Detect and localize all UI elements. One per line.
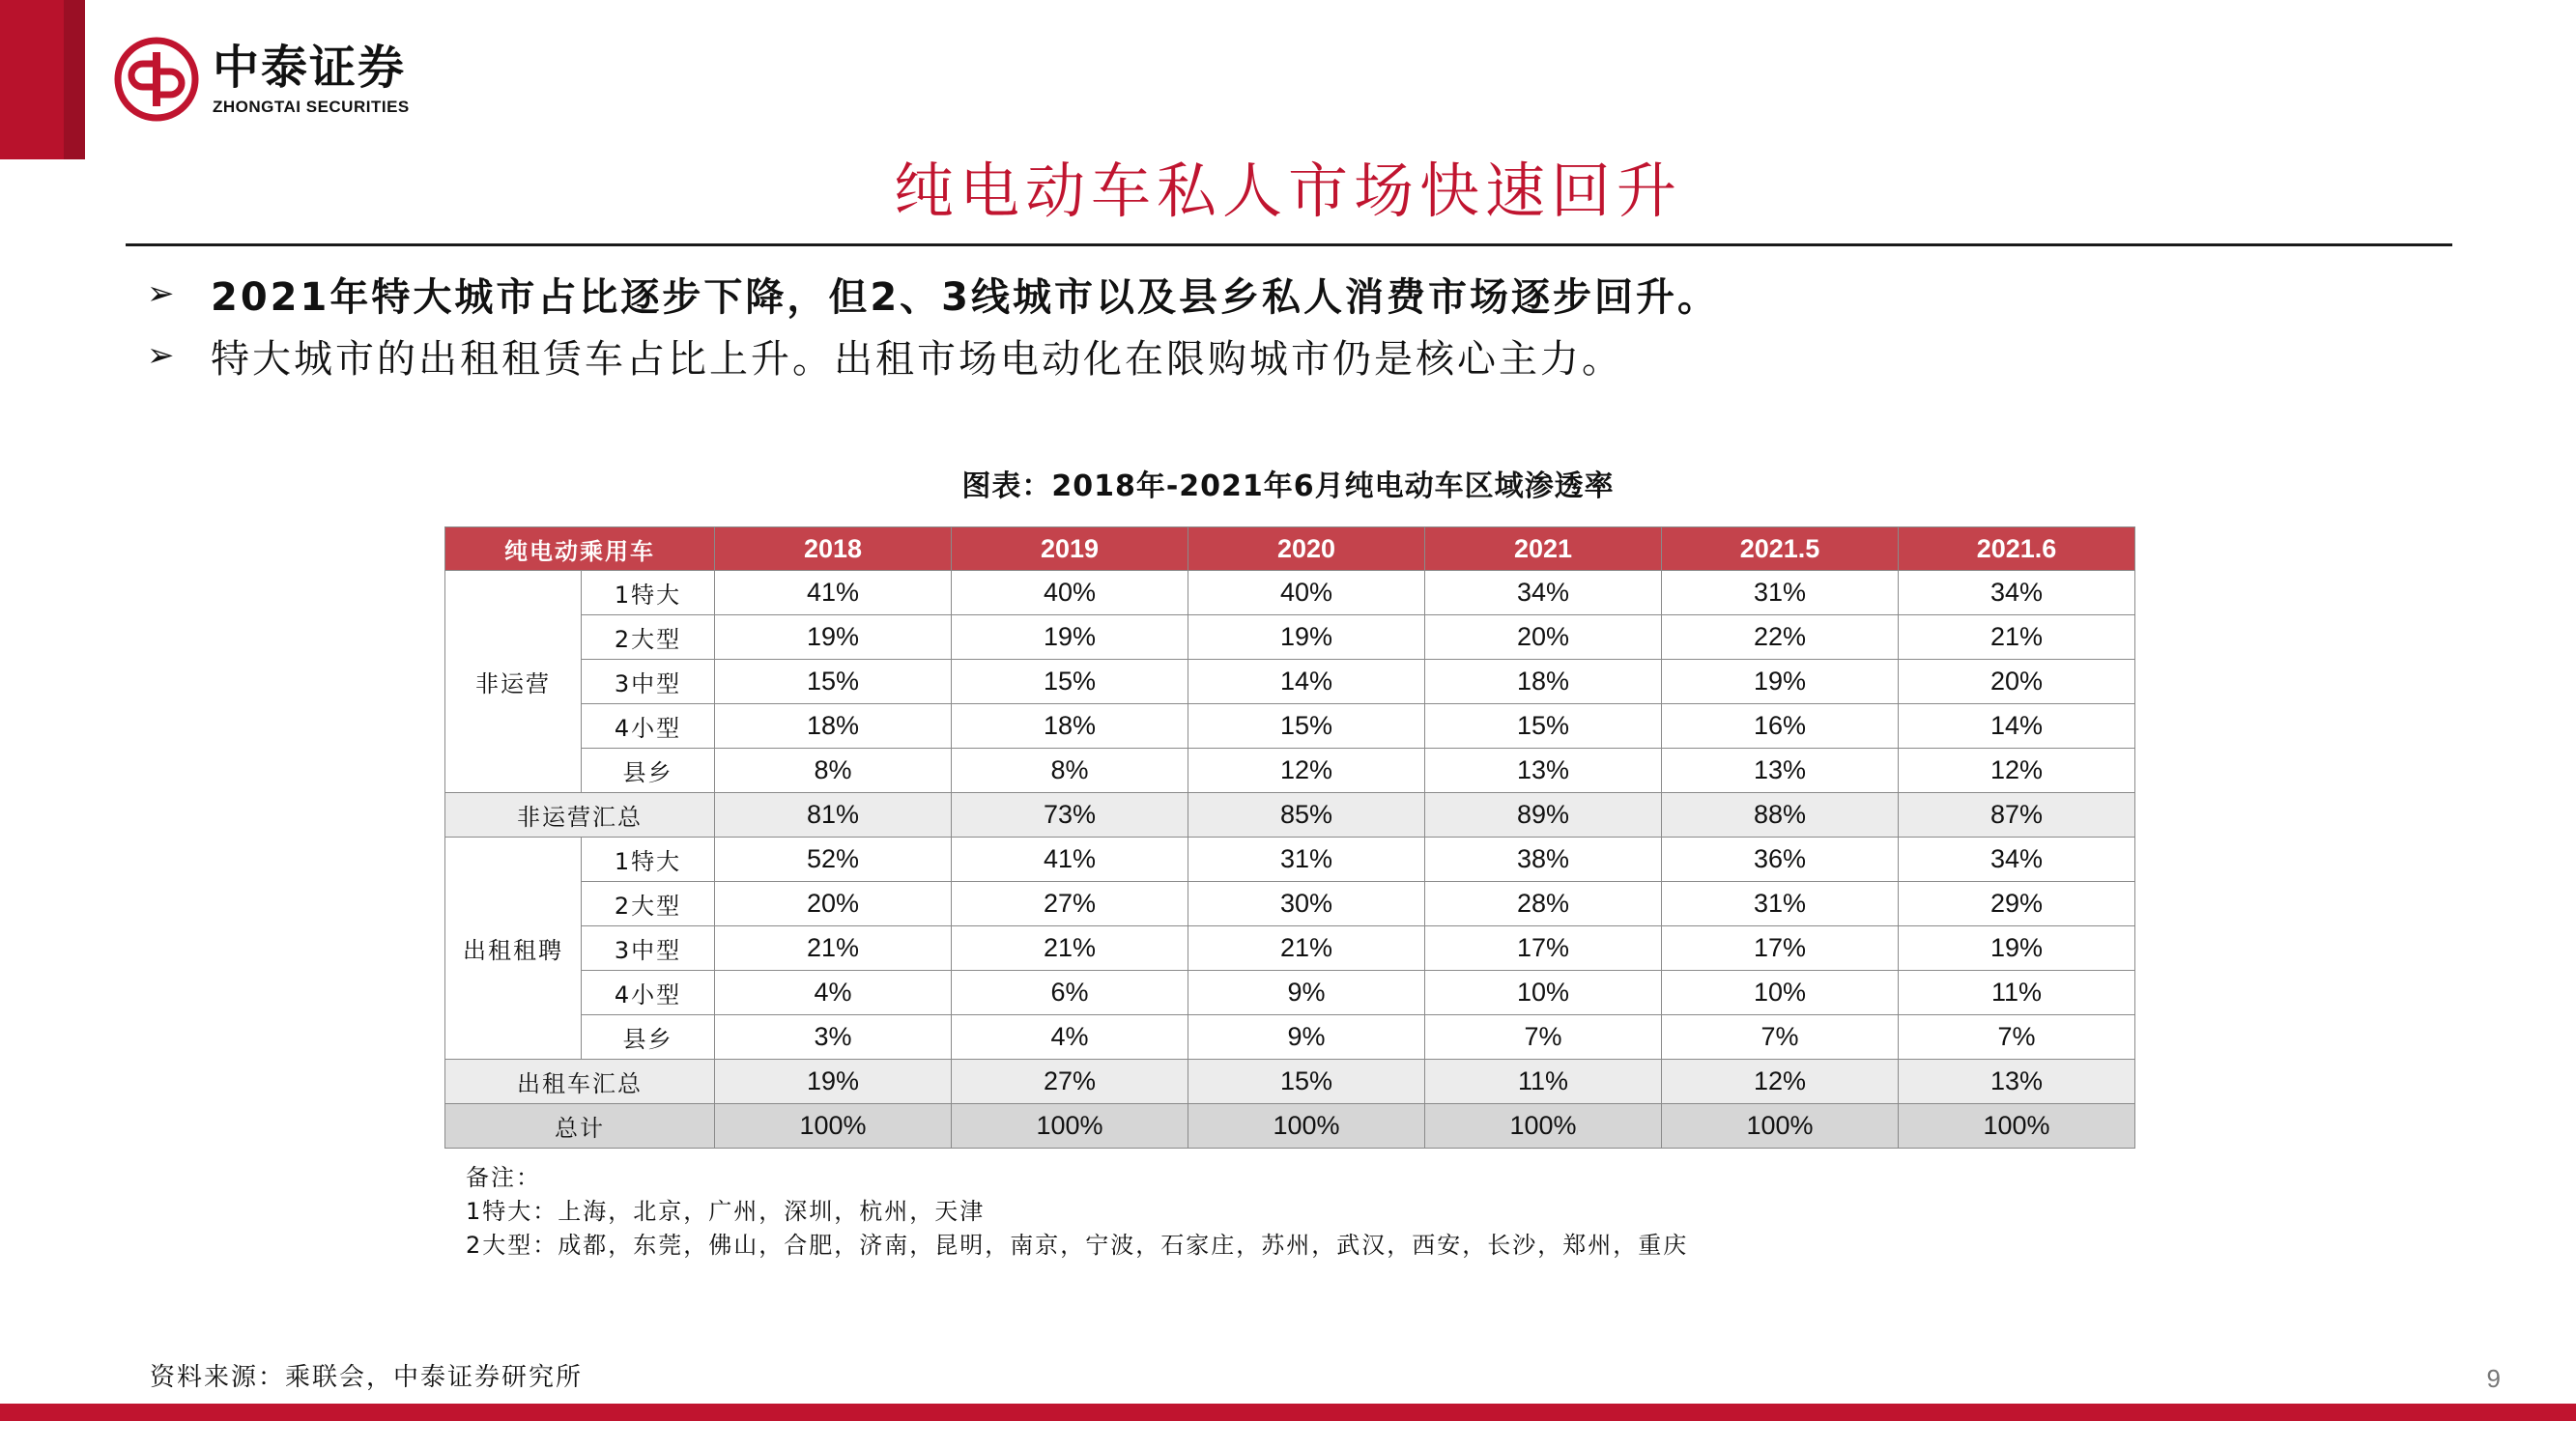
table-cell: 20%: [1425, 615, 1662, 660]
table-cell: 22%: [1662, 615, 1899, 660]
column-header: 2020: [1188, 527, 1425, 571]
bullet-item: [147, 325, 1719, 386]
table-cell: 4%: [715, 971, 952, 1015]
row-label: 4小型: [582, 704, 715, 749]
table-row: [445, 749, 2135, 793]
table-cell: 12%: [1899, 749, 2135, 793]
table-cell: 52%: [715, 838, 952, 882]
table-cell: 14%: [1188, 660, 1425, 704]
table-row: [445, 882, 2135, 926]
total-cell: 100%: [715, 1104, 952, 1149]
summary-cell: 27%: [952, 1060, 1188, 1104]
summary-label: 非运营汇总: [445, 793, 715, 838]
table-cell: 12%: [1188, 749, 1425, 793]
table-cell: 28%: [1425, 882, 1662, 926]
zhongtai-logo-icon: [114, 37, 199, 122]
summary-cell: 88%: [1662, 793, 1899, 838]
table-cell: 10%: [1425, 971, 1662, 1015]
table-cell: 31%: [1662, 571, 1899, 615]
table-cell: 9%: [1188, 971, 1425, 1015]
table-cell: 30%: [1188, 882, 1425, 926]
left-accent-bar-shade: [64, 0, 85, 159]
table-cell: 15%: [715, 660, 952, 704]
row-label: 2大型: [582, 615, 715, 660]
table-cell: 36%: [1662, 838, 1899, 882]
table-cell: 7%: [1899, 1015, 2135, 1060]
table-cell: 15%: [1425, 704, 1662, 749]
table-cell: 18%: [952, 704, 1188, 749]
summary-row: [445, 793, 2135, 838]
total-cell: 100%: [952, 1104, 1188, 1149]
table-cell: 19%: [1662, 660, 1899, 704]
total-row: [445, 1104, 2135, 1149]
summary-cell: 87%: [1899, 793, 2135, 838]
table-row: [445, 704, 2135, 749]
table-cell: 4%: [952, 1015, 1188, 1060]
summary-cell: 73%: [952, 793, 1188, 838]
table-cell: 6%: [952, 971, 1188, 1015]
total-cell: 100%: [1425, 1104, 1662, 1149]
table-cell: 20%: [1899, 660, 2135, 704]
row-label: 2大型: [582, 882, 715, 926]
table-cell: 9%: [1188, 1015, 1425, 1060]
bullet-text: 特大城市的出租租赁车占比上升。出租市场电动化在限购城市仍是核心主力。: [211, 336, 1623, 382]
table-cell: 21%: [715, 926, 952, 971]
row-label: 3中型: [582, 926, 715, 971]
notes: [466, 1161, 1688, 1263]
brand-name-cn: 中泰证券: [213, 41, 407, 95]
row-label: 1特大: [582, 571, 715, 615]
table-cell: 34%: [1425, 571, 1662, 615]
table-cell: 19%: [715, 615, 952, 660]
table-row: [445, 971, 2135, 1015]
note-line: 2大型：成都，东莞，佛山，合肥，济南，昆明，南京，宁波，石家庄，苏州，武汉，西安，长沙，郑州，重庆: [466, 1232, 1689, 1259]
bullet-arrow-icon: ➢: [147, 336, 178, 375]
table-cell: 17%: [1425, 926, 1662, 971]
table-row: [445, 571, 2135, 615]
table-cell: 16%: [1662, 704, 1899, 749]
summary-cell: 89%: [1425, 793, 1662, 838]
summary-cell: 13%: [1899, 1060, 2135, 1104]
table-cell: 8%: [952, 749, 1188, 793]
bullet-text: 2021年特大城市占比逐步下降，但2、3线城市以及县乡私人消费市场逐步回升。: [211, 274, 1719, 320]
table-cell: 10%: [1662, 971, 1899, 1015]
table-cell: 21%: [1188, 926, 1425, 971]
table-cell: 41%: [952, 838, 1188, 882]
total-label: 总计: [445, 1104, 715, 1149]
table-cell: 3%: [715, 1015, 952, 1060]
table-cell: 19%: [1899, 926, 2135, 971]
column-header: 2021.5: [1662, 527, 1899, 571]
table-cell: 18%: [1425, 660, 1662, 704]
summary-cell: 12%: [1662, 1060, 1899, 1104]
table-cell: 7%: [1425, 1015, 1662, 1060]
column-header: 2021.6: [1899, 527, 2135, 571]
table-row: [445, 838, 2135, 882]
table-cell: 27%: [952, 882, 1188, 926]
total-cell: 100%: [1662, 1104, 1899, 1149]
notes-heading: 备注：: [466, 1164, 541, 1191]
row-label: 1特大: [582, 838, 715, 882]
table-cell: 7%: [1662, 1015, 1899, 1060]
brand-logo: [114, 35, 410, 124]
table-cell: 40%: [1188, 571, 1425, 615]
table-cell: 13%: [1425, 749, 1662, 793]
total-cell: 100%: [1899, 1104, 2135, 1149]
bullet-list: [147, 263, 1719, 386]
summary-row: [445, 1060, 2135, 1104]
row-label: 县乡: [582, 749, 715, 793]
table-row: [445, 615, 2135, 660]
table-cell: 18%: [715, 704, 952, 749]
table-cell: 19%: [952, 615, 1188, 660]
table-body: [445, 571, 2135, 1149]
table-cell: 20%: [715, 882, 952, 926]
summary-label: 出租车汇总: [445, 1060, 715, 1104]
total-cell: 100%: [1188, 1104, 1425, 1149]
table-caption: 图表：2018年-2021年6月纯电动车区域渗透率: [961, 469, 1615, 503]
left-accent-bar: [0, 0, 85, 159]
table-cell: 11%: [1899, 971, 2135, 1015]
table-cell: 13%: [1662, 749, 1899, 793]
title-divider: [126, 243, 2452, 246]
table-cell: 15%: [952, 660, 1188, 704]
brand-name-en: ZHONGTAI SECURITIES: [213, 98, 410, 116]
column-header: 2018: [715, 527, 952, 571]
table-cell: 41%: [715, 571, 952, 615]
table-cell: 17%: [1662, 926, 1899, 971]
source-note: 资料来源：乘联会，中泰证券研究所: [150, 1363, 584, 1392]
summary-cell: 81%: [715, 793, 952, 838]
table-cell: 40%: [952, 571, 1188, 615]
group-label: 出租租聘: [445, 838, 582, 1060]
bullet-item: [147, 263, 1719, 325]
table-row: [445, 926, 2135, 971]
page-number: 9: [2486, 1364, 2501, 1393]
penetration-table: [444, 526, 2135, 1149]
row-label: 县乡: [582, 1015, 715, 1060]
bottom-accent-bar: [0, 1404, 2576, 1421]
summary-cell: 15%: [1188, 1060, 1425, 1104]
table-cell: 14%: [1899, 704, 2135, 749]
bullet-arrow-icon: ➢: [147, 274, 178, 313]
table-cell: 15%: [1188, 704, 1425, 749]
summary-cell: 85%: [1188, 793, 1425, 838]
row-label: 4小型: [582, 971, 715, 1015]
table-cell: 8%: [715, 749, 952, 793]
table-cell: 38%: [1425, 838, 1662, 882]
note-line: 1特大：上海，北京，广州，深圳，杭州，天津: [466, 1198, 986, 1225]
summary-cell: 11%: [1425, 1060, 1662, 1104]
table-cell: 34%: [1899, 838, 2135, 882]
summary-cell: 19%: [715, 1060, 952, 1104]
table-cell: 19%: [1188, 615, 1425, 660]
corner-header: 纯电动乘用车: [445, 527, 715, 571]
table-header-row: [445, 527, 2135, 571]
row-label: 3中型: [582, 660, 715, 704]
slide-title: 纯电动车私人市场快速回升: [893, 156, 1682, 226]
column-header: 2019: [952, 527, 1188, 571]
table-row: [445, 1015, 2135, 1060]
table-row: [445, 660, 2135, 704]
table-cell: 29%: [1899, 882, 2135, 926]
group-label: 非运营: [445, 571, 582, 793]
table-cell: 21%: [1899, 615, 2135, 660]
column-header: 2021: [1425, 527, 1662, 571]
table-cell: 31%: [1662, 882, 1899, 926]
table-cell: 21%: [952, 926, 1188, 971]
table-cell: 34%: [1899, 571, 2135, 615]
table-cell: 31%: [1188, 838, 1425, 882]
